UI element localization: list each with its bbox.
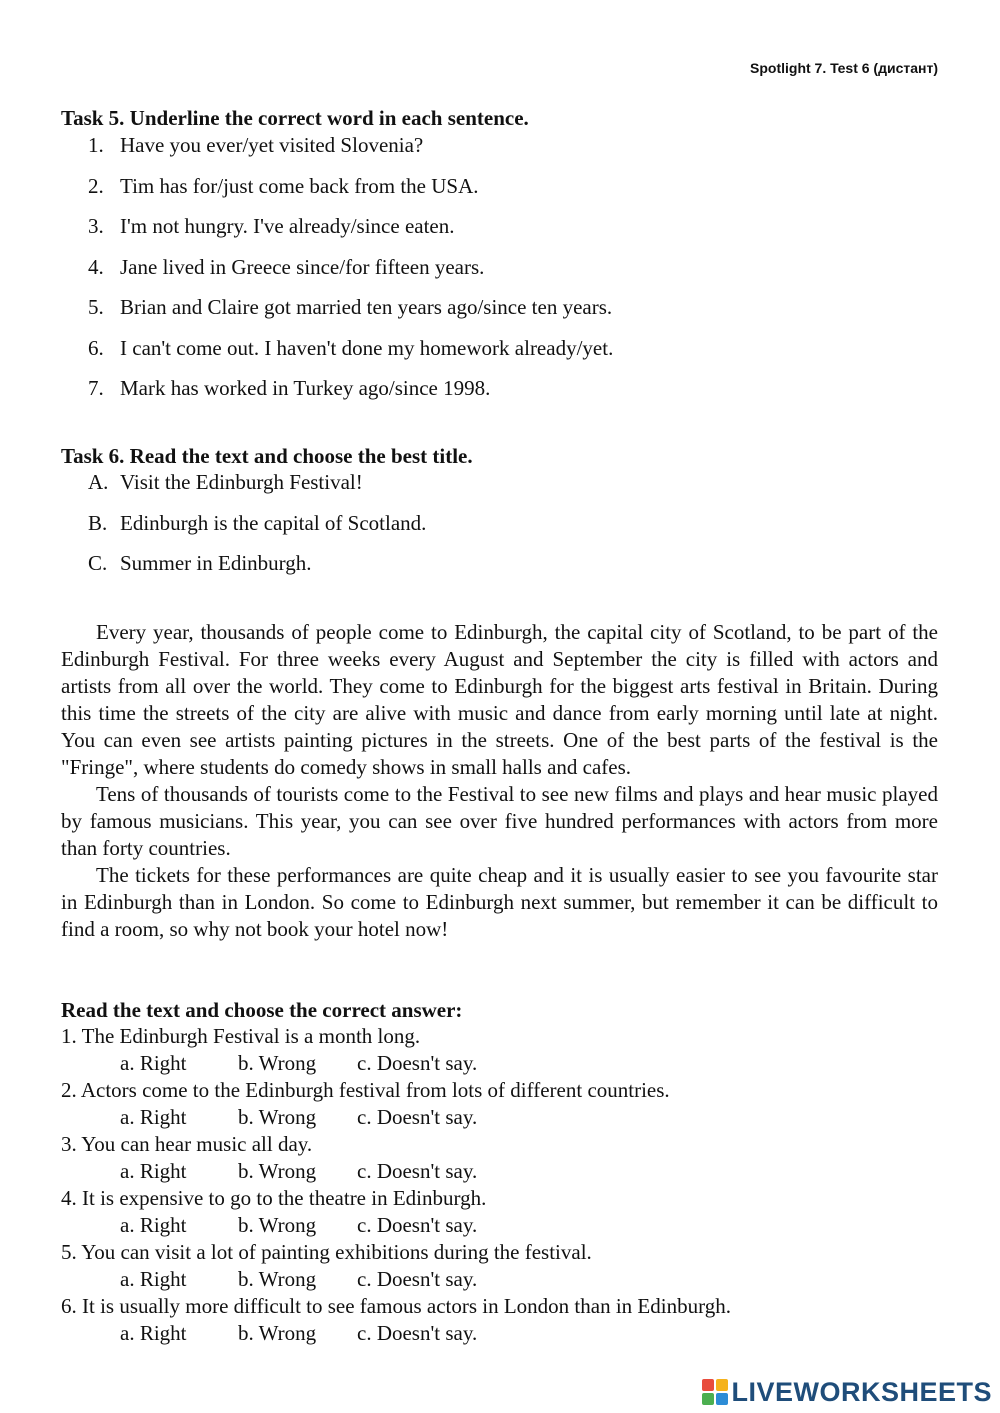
option-doesnt-say[interactable]: c. Doesn't say.: [357, 1321, 478, 1345]
passage-paragraph: Every year, thousands of people come to Edinburgh, the capital city of Scotland, to be part of the Edinburgh Festival. For three weeks every August and September the city is filled with actors and artists from all over the world. They come to Edinburgh for the biggest arts festival in Britain. During this time the streets of the city are alive with music and dance from early morning until late at night. You can even see artists painting pictures in the streets. One of the best parts of the festival is the "Fringe", where students do comedy shows in small halls and cafes.: [61, 620, 938, 779]
task5-item: 4. Jane lived in Greece since/for fifteen years.: [88, 255, 485, 279]
quiz-question: 5. You can visit a lot of painting exhibitions during the festival.: [61, 1240, 592, 1264]
option-right[interactable]: a. Right: [120, 1159, 187, 1183]
option-right[interactable]: a. Right: [120, 1105, 187, 1129]
passage-paragraph: The tickets for these performances are quite cheap and it is usually easier to see you favourite star in Edinburgh than in London. So come to Edinburgh next summer, but remember it can be difficult to find a room, so why not book your hotel now!: [61, 863, 938, 941]
task5-item: 5. Brian and Claire got married ten years ago/since ten years.: [88, 295, 613, 319]
task5-item: 2. Tim has for/just come back from the USA.: [88, 174, 479, 198]
task6-option: A. Visit the Edinburgh Festival!: [88, 470, 363, 494]
passage-paragraph: Tens of thousands of tourists come to the Festival to see new films and plays and hear music played by famous musicians. This year, you can see over five hundred performances with actors from more than forty countries.: [61, 782, 938, 860]
quiz-question: 1. The Edinburgh Festival is a month long.: [61, 1024, 421, 1048]
task5-item: 7. Mark has worked in Turkey ago/since 1998.: [88, 376, 491, 400]
task5-title: Task 5. Underline the correct word in each sentence.: [61, 106, 529, 130]
document-header: Spotlight 7. Test 6 (дистант): [750, 60, 938, 76]
quiz-question: 6. It is usually more difficult to see famous actors in London than in Edinburgh.: [61, 1294, 731, 1318]
option-wrong[interactable]: b. Wrong: [238, 1267, 317, 1291]
logo-text: LIVEWORKSHEETS: [731, 1376, 992, 1407]
option-doesnt-say[interactable]: c. Doesn't say.: [357, 1105, 478, 1129]
option-doesnt-say[interactable]: c. Doesn't say.: [357, 1051, 478, 1075]
task6-title: Task 6. Read the text and choose the best title.: [61, 444, 473, 468]
quiz-question: 4. It is expensive to go to the theatre in Edinburgh.: [61, 1186, 487, 1210]
task6-option: B. Edinburgh is the capital of Scotland.: [88, 511, 427, 535]
option-right[interactable]: a. Right: [120, 1051, 187, 1075]
quiz-question: 2. Actors come to the Edinburgh festival from lots of different countries.: [61, 1078, 670, 1102]
quiz-title: Read the text and choose the correct answer:: [61, 998, 463, 1022]
option-wrong[interactable]: b. Wrong: [238, 1051, 317, 1075]
quiz-question: 3. You can hear music all day.: [61, 1132, 313, 1156]
reading-passage: [61, 619, 938, 943]
option-right[interactable]: a. Right: [120, 1213, 187, 1237]
option-doesnt-say[interactable]: c. Doesn't say.: [357, 1213, 478, 1237]
task5-item: 3. I'm not hungry. I've already/since eaten.: [88, 214, 455, 238]
option-right[interactable]: a. Right: [120, 1267, 187, 1291]
task5-item: 6. I can't come out. I haven't done my homework already/yet.: [88, 336, 614, 360]
option-wrong[interactable]: b. Wrong: [238, 1213, 317, 1237]
option-doesnt-say[interactable]: c. Doesn't say.: [357, 1267, 478, 1291]
task6-option: C. Summer in Edinburgh.: [88, 551, 312, 575]
option-doesnt-say[interactable]: c. Doesn't say.: [357, 1159, 478, 1183]
liveworksheets-logo[interactable]: [702, 1375, 992, 1409]
option-wrong[interactable]: b. Wrong: [238, 1105, 317, 1129]
option-right[interactable]: a. Right: [120, 1321, 187, 1345]
option-wrong[interactable]: b. Wrong: [238, 1321, 317, 1345]
option-wrong[interactable]: b. Wrong: [238, 1159, 317, 1183]
logo-squares-icon: [702, 1379, 728, 1405]
task5-item: 1. Have you ever/yet visited Slovenia?: [88, 133, 424, 157]
